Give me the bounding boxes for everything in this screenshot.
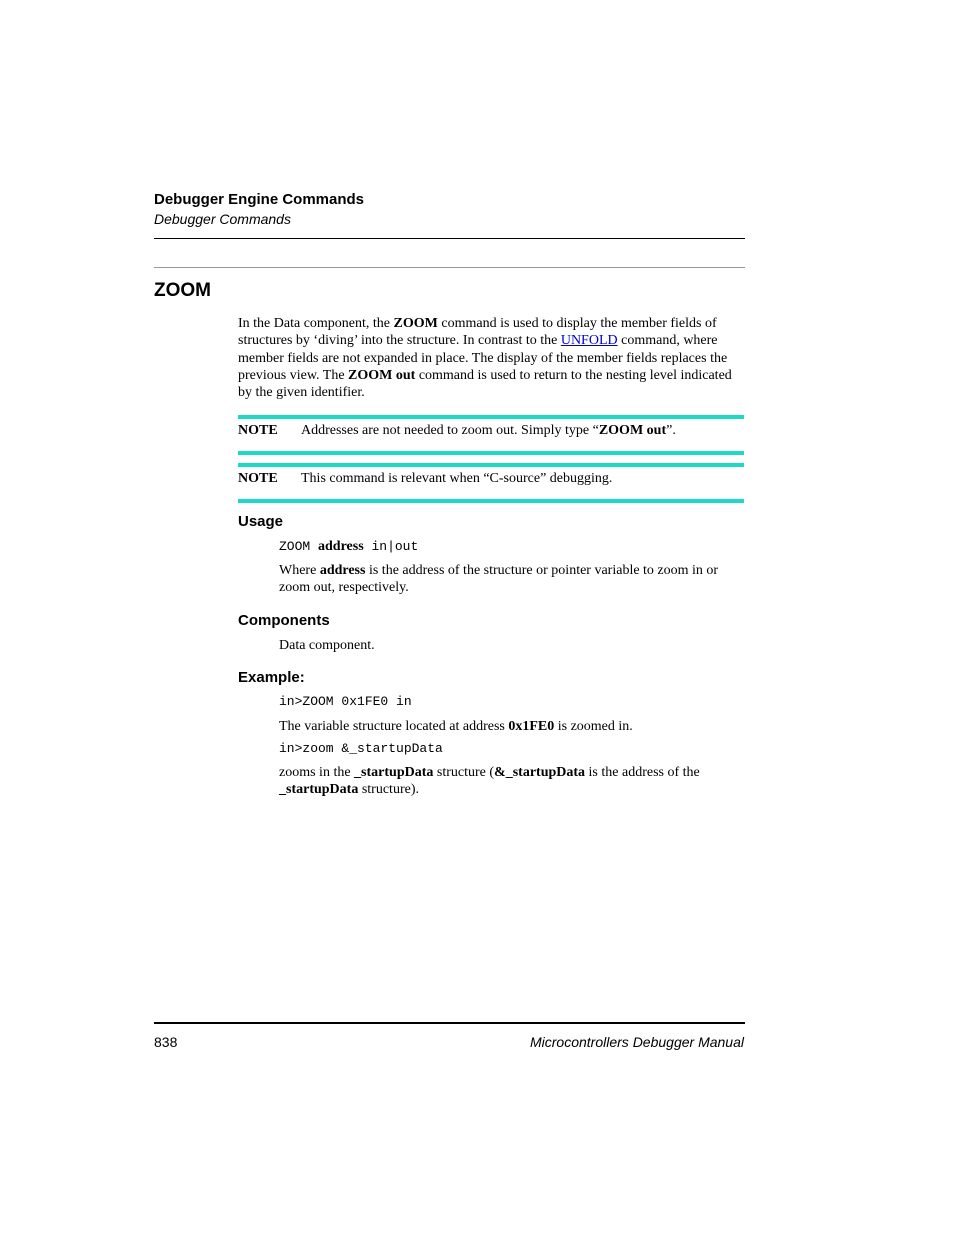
manual-title: Microcontrollers Debugger Manual bbox=[530, 1034, 744, 1050]
running-header-subtitle: Debugger Commands bbox=[154, 211, 291, 227]
example-description-2: zooms in the _startupData structure (&_startupData is the address of the _startupData structure). bbox=[279, 765, 700, 798]
example-description-1: The variable structure located at address 0x1FE0 is zoomed in. bbox=[279, 719, 633, 734]
components-heading: Components bbox=[238, 612, 330, 629]
note-text: This command is relevant when “C-source” debugging. bbox=[301, 471, 613, 486]
note-text: Addresses are not needed to zoom out. Simply type “ZOOM out”. bbox=[301, 423, 676, 438]
footer-rule bbox=[154, 1022, 745, 1024]
usage-syntax: ZOOM address in|out bbox=[279, 539, 419, 554]
intro-paragraph: In the Data component, the ZOOM command is used to display the member fields of structures by ‘diving’ into the structure. In contrast to the UNFOLD command, where member fields are not expanded in place. The display of the member fields replaces the previous view. The ZOOM out command is used to return to the nesting level indicated by the given identifier. bbox=[238, 316, 732, 401]
unfold-link[interactable]: UNFOLD bbox=[560, 333, 618, 349]
section-title: ZOOM bbox=[154, 280, 211, 301]
page-number: 838 bbox=[154, 1034, 178, 1050]
example-heading: Example: bbox=[238, 669, 305, 686]
note-label: NOTE bbox=[238, 423, 278, 438]
example-code-1: in>ZOOM 0x1FE0 in bbox=[279, 694, 412, 709]
running-header-title: Debugger Engine Commands bbox=[154, 191, 365, 208]
note-label: NOTE bbox=[238, 471, 278, 486]
usage-heading: Usage bbox=[238, 513, 284, 530]
note-box bbox=[238, 463, 744, 503]
usage-description: Where address is the address of the structure or pointer variable to zoom in or zoom out, respectively. bbox=[279, 563, 719, 596]
example-code-2: in>zoom &_startupData bbox=[279, 741, 443, 756]
header-rule bbox=[154, 238, 745, 239]
components-text: Data component. bbox=[279, 638, 375, 653]
note-box bbox=[238, 415, 744, 455]
section-rule bbox=[154, 267, 745, 268]
